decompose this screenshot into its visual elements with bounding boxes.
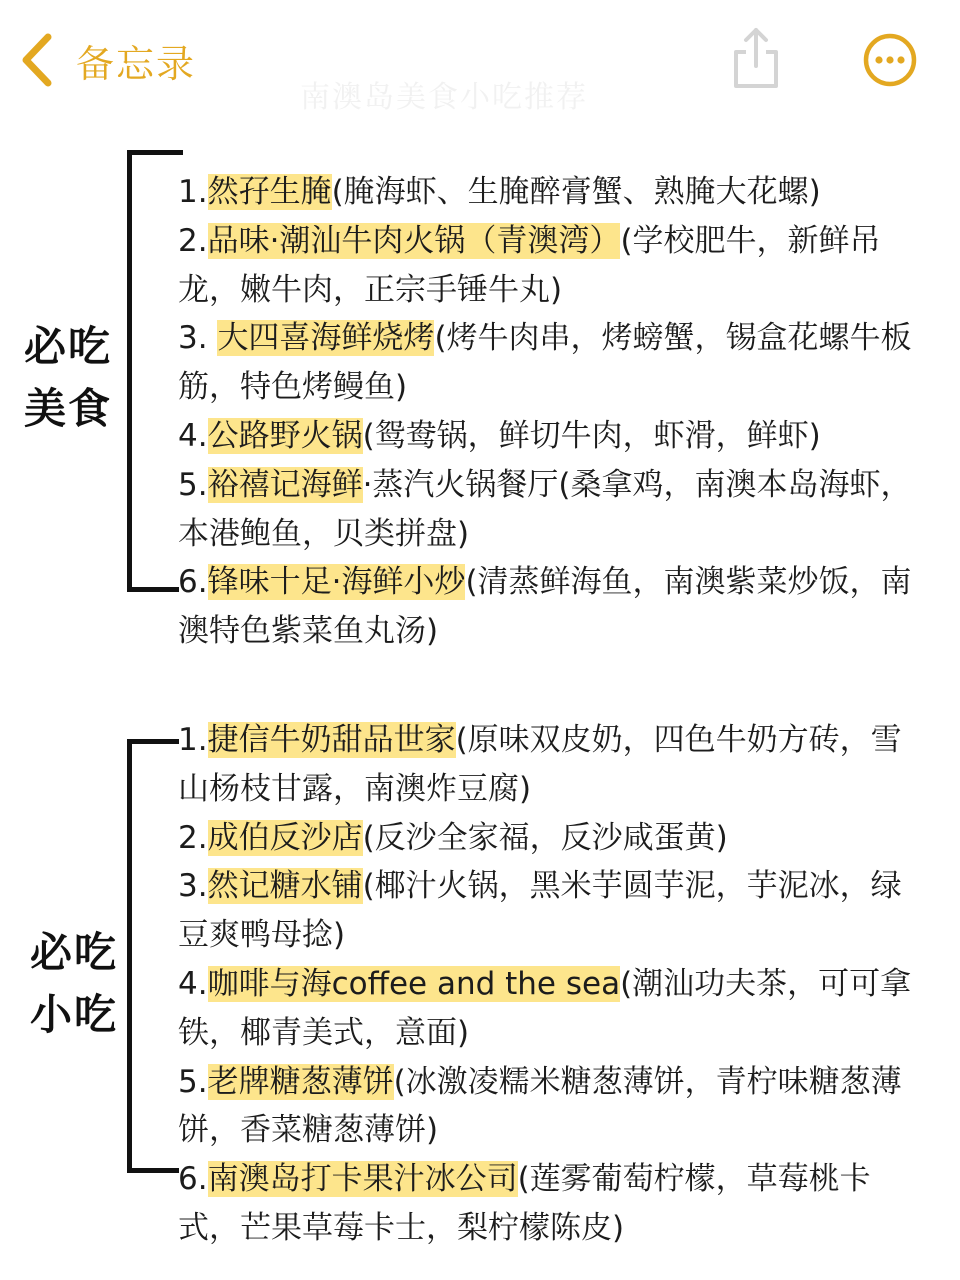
section-label-must-eat-food (22, 316, 114, 440)
list-item (178, 558, 918, 656)
restaurant-name: 裕禧记海鲜 (207, 466, 363, 503)
item-detail: (腌海虾、生腌醉膏蟹、熟腌大花螺) (331, 174, 821, 210)
list-item (178, 412, 918, 461)
list-item (178, 814, 918, 863)
item-detail: (原味双皮奶，四色牛奶方砖，雪山杨枝甘露，南澳炸豆腐) (178, 722, 902, 807)
item-number: 4. (178, 965, 208, 1002)
item-number: 2. (178, 222, 208, 259)
list-item (178, 862, 918, 960)
shop-name: 成伯反沙店 (207, 819, 363, 856)
bracket-top-tick (127, 739, 179, 744)
restaurant-name: 大四喜海鲜烧烤 (217, 320, 435, 357)
item-number: 5. (178, 1063, 208, 1100)
more-options-button[interactable] (862, 32, 918, 88)
item-number: 2. (178, 819, 208, 856)
bracket-line (127, 739, 132, 1173)
back-button[interactable] (18, 30, 196, 90)
item-number: 3. (178, 868, 208, 905)
item-detail: (潮汕功夫茶，可可拿铁，椰青美式，意面) (178, 965, 912, 1051)
bracket-top-tick (127, 150, 183, 155)
item-detail: ·蒸汽火锅餐厅(桑拿鸡，南澳本岛海虾，本港鲍鱼，贝类拼盘) (178, 466, 912, 552)
shop-name: 咖啡与海coffee and the sea (207, 965, 621, 1002)
restaurant-name: 锋味十足·海鲜小炒 (207, 564, 466, 601)
shop-name: 老牌糖葱薄饼 (207, 1063, 394, 1100)
item-detail: (莲雾葡萄柠檬，草莓桃卡式，芒果草莓卡士，梨柠檬陈皮) (178, 1161, 871, 1246)
restaurant-name: 公路野火锅 (207, 417, 363, 454)
list-item (178, 1155, 918, 1253)
list-item (178, 314, 918, 412)
chevron-left-icon (18, 33, 58, 87)
list-item (178, 168, 918, 217)
back-label: 备忘录 (76, 41, 197, 86)
food-list (178, 168, 918, 656)
item-number: 3. (178, 320, 218, 357)
item-number: 1. (178, 722, 208, 758)
bracket-bottom-tick (127, 1168, 179, 1173)
note-title-faint: 南澳岛美食小吃推荐 (300, 80, 588, 115)
must-eat-snacks-section (0, 700, 960, 1260)
item-detail: (清蒸鲜海鱼，南澳紫菜炒饭，南澳特色紫菜鱼丸汤) (178, 564, 912, 650)
section-label-must-eat-snacks (28, 922, 120, 1046)
list-item (178, 217, 918, 315)
item-detail: (椰汁火锅，黑米芋圆芋泥，芋泥冰，绿豆爽鸭母捻) (178, 868, 902, 954)
item-detail: (反沙全家福，反沙咸蛋黄) (362, 819, 728, 856)
shop-name: 捷信牛奶甜品世家 (207, 722, 456, 758)
more-icon (862, 32, 918, 88)
item-detail: (鸳鸯锅，鲜切牛肉，虾滑，鲜虾) (362, 417, 821, 454)
share-icon (728, 26, 784, 90)
bracket-line (127, 150, 132, 592)
label-line: 必吃 (23, 322, 112, 371)
list-item (178, 716, 918, 814)
label-line: 美食 (23, 384, 112, 433)
top-nav-bar (0, 0, 960, 120)
label-line: 必吃 (29, 928, 118, 977)
shop-name: 南澳岛打卡果汁冰公司 (207, 1161, 518, 1198)
item-number: 4. (178, 417, 208, 454)
snack-list (178, 716, 918, 1253)
shop-name: 然记糖水铺 (207, 868, 363, 905)
item-number: 1. (178, 174, 208, 210)
item-detail: (冰激凌糯米糖葱薄饼，青柠味糖葱薄饼，香菜糖葱薄饼) (178, 1063, 902, 1149)
list-item (178, 960, 918, 1058)
item-detail: (学校肥牛，新鲜吊龙，嫩牛肉，正宗手锤牛丸) (178, 222, 881, 308)
share-button[interactable] (728, 26, 784, 90)
restaurant-name: 然孖生腌 (207, 174, 332, 210)
list-item (178, 1058, 918, 1156)
list-item (178, 461, 918, 559)
label-line: 小吃 (29, 990, 118, 1039)
item-number: 5. (178, 466, 208, 503)
must-eat-food-section (0, 150, 960, 650)
item-number: 6. (178, 564, 208, 601)
restaurant-name: 品味·潮汕牛肉火锅（青澳湾） (207, 222, 621, 259)
bracket-bottom-tick (127, 587, 179, 592)
item-number: 6. (178, 1161, 208, 1198)
item-detail: (烤牛肉串，烤螃蟹，锡盒花螺牛板筋，特色烤鳗鱼) (178, 320, 912, 406)
